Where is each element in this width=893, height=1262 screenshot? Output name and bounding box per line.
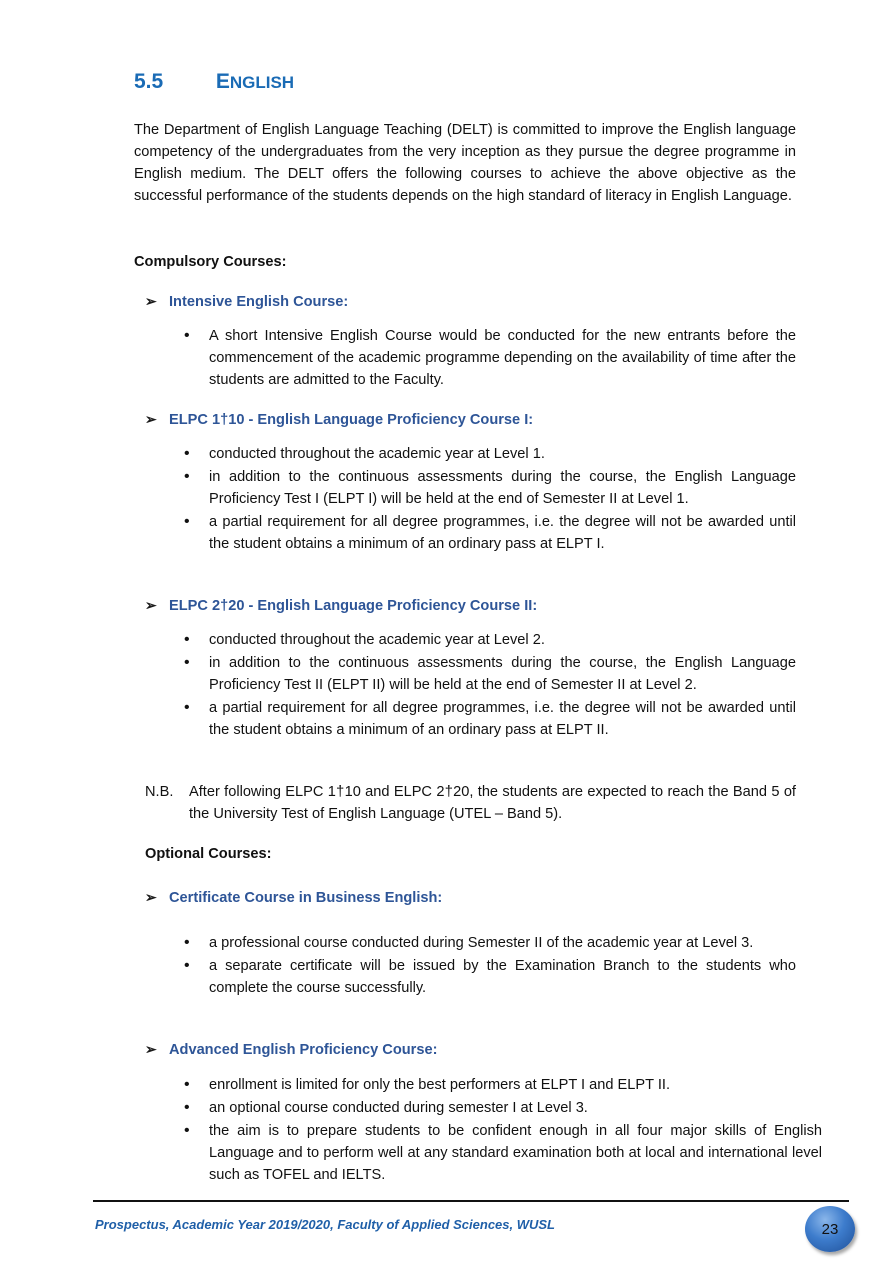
list-item: • a partial requirement for all degree programmes, i.e. the degree will not be awarded until the student obtains a minimum of an ordinary pass at ELPT II. (184, 697, 796, 741)
intensive-bullets (184, 325, 796, 392)
section-heading (134, 70, 294, 94)
list-item: • a partial requirement for all degree programmes, i.e. the degree will not be awarded until the student obtains a minimum of an ordinary pass at ELPT I. (184, 511, 796, 555)
arrow-bullet-icon: ➢ (145, 889, 157, 905)
list-item: • A short Intensive English Course would be conducted for the new entrants before the commencement of the academic programme depending on the availability of time after the students are admitted to the Faculty. (184, 325, 796, 391)
note-tag: N.B. (145, 784, 174, 800)
list-item: • in addition to the continuous assessments during the course, the English Language Proficiency Test II (ELPT II) will be held at the end of Semester II at Level 2. (184, 652, 796, 696)
list-item: • in addition to the continuous assessments during the course, the English Language Proficiency Test I (ELPT I) will be held at the end of Semester II at Level 1. (184, 466, 796, 510)
arrow-bullet-icon: ➢ (145, 1041, 157, 1057)
optional-courses-label: Optional Courses: (145, 846, 272, 862)
compulsory-courses-label: Compulsory Courses: (134, 254, 287, 270)
course-heading-advanced-english: ➢ Advanced English Proficiency Course: (145, 1041, 438, 1058)
list-item: • a separate certificate will be issued by the Examination Branch to the students who complete the course successfully. (184, 955, 796, 999)
arrow-bullet-icon: ➢ (145, 411, 157, 427)
arrow-bullet-icon: ➢ (145, 293, 157, 309)
page-number-badge: 23 (805, 1206, 855, 1252)
note-text: After following ELPC 1†10 and ELPC 2†20, the students are expected to reach the Band 5 of the University Test of English Language (UTEL – Band 5). (189, 784, 796, 822)
course-heading-elpc2: ➢ ELPC 2†20 - English Language Proficiency Course II: (145, 597, 538, 614)
elpc2-bullets (184, 629, 796, 742)
list-item: • an optional course conducted during semester I at Level 3. (184, 1097, 822, 1119)
course-heading-intensive: ➢ Intensive English Course: (145, 293, 349, 310)
course-heading-elpc1: ➢ ELPC 1†10 - English Language Proficiency Course I: (145, 411, 534, 428)
list-item: • conducted throughout the academic year at Level 1. (184, 443, 796, 465)
advanced-english-bullets (184, 1074, 822, 1187)
list-item: • conducted throughout the academic year at Level 2. (184, 629, 796, 651)
course-heading-business-english: ➢ Certificate Course in Business English: (145, 889, 443, 906)
list-item: • a professional course conducted during Semester II of the academic year at Level 3. (184, 932, 796, 954)
note-block (145, 781, 796, 825)
arrow-bullet-icon: ➢ (145, 597, 157, 613)
business-english-bullets (184, 932, 796, 1000)
section-title: ENGLISH (215, 70, 295, 93)
intro-paragraph: The Department of English Language Teaching (DELT) is committed to improve the English language competency of the undergraduates from the very inception as they pursue the degree programme in English medium. The DELT offers the following courses to achieve the above objective as the successful performance of the students depends on the high standard of literacy in English Language. (134, 122, 796, 204)
list-item: • enrollment is limited for only the best performers at ELPT I and ELPT II. (184, 1074, 822, 1096)
footer-divider (93, 1200, 849, 1202)
section-number: 5.5 (134, 70, 164, 93)
elpc1-bullets (184, 443, 796, 556)
list-item: • the aim is to prepare students to be confident enough in all four major skills of English Language and to perform well at any standard examination both at local and international level such as TOFEL and IELTS. (184, 1120, 822, 1186)
footer-text: Prospectus, Academic Year 2019/2020, Faculty of Applied Sciences, WUSL (95, 1217, 556, 1232)
